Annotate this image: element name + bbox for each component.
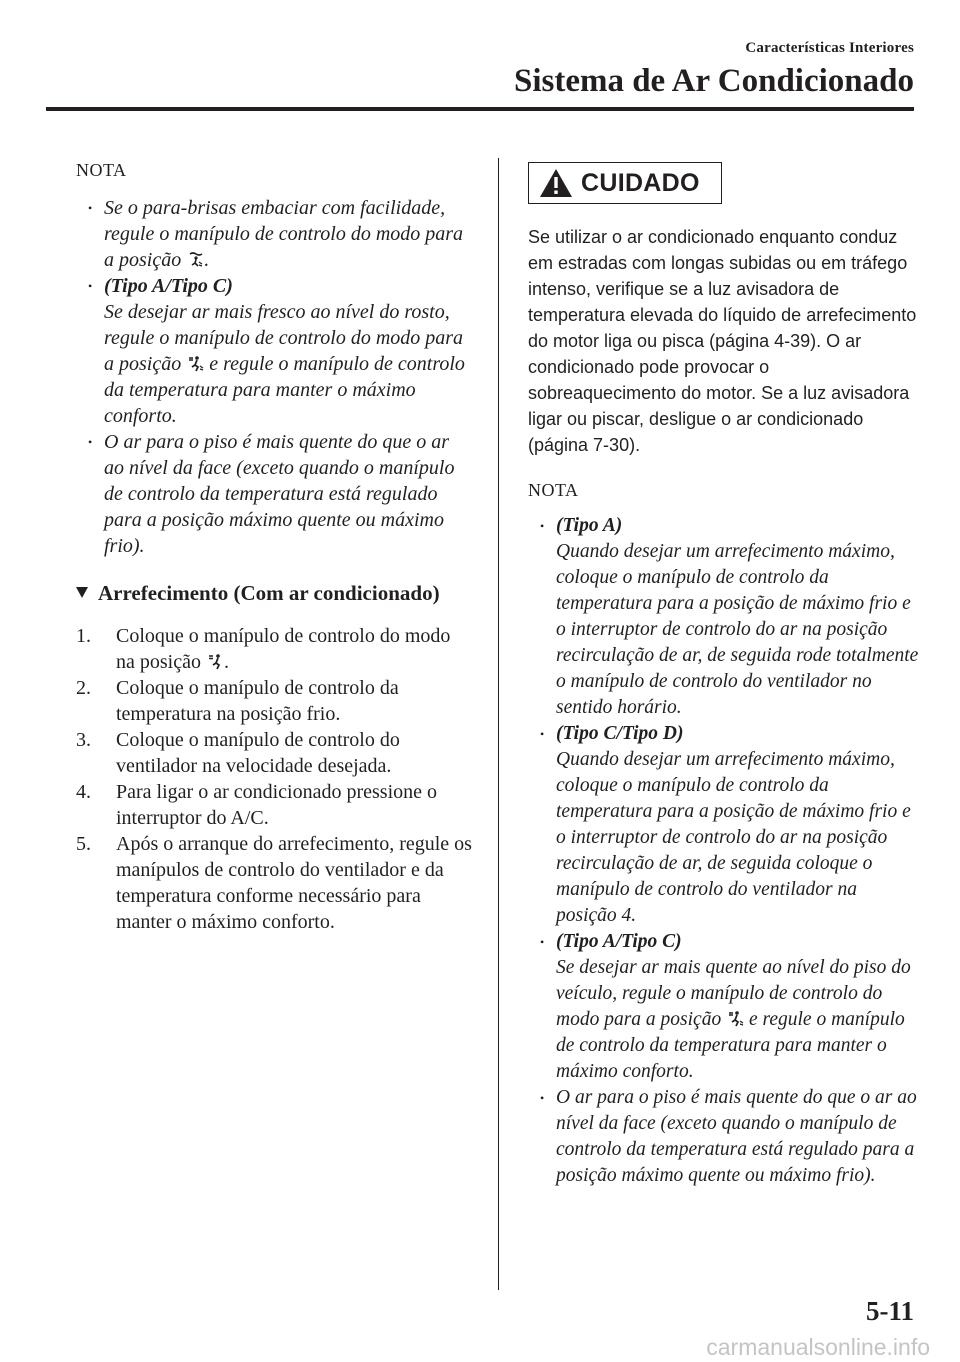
step-item	[76, 623, 472, 675]
note-text: O ar para o piso é mais quente do que o ar ao nível da face (exceto quando o manípulo de controlo da temperatura está regulado para a posição máximo quente ou máximo frio).	[556, 1087, 917, 1186]
note-item	[528, 1085, 920, 1189]
step-item	[76, 831, 472, 935]
face-vent-icon	[208, 653, 224, 670]
note-text: Quando desejar um arrefecimento máximo, coloque o manípulo de controlo da temperatura para a posição de máximo frio e o interruptor de controlo do ar na posição recirculação de ar, de seguida rode totalmente o manípulo de controlo do ventilador no sentido horário.	[556, 541, 919, 718]
step-item	[76, 727, 472, 779]
step-number: 1.	[76, 625, 91, 647]
step-number: 2.	[76, 677, 91, 699]
header-rule	[46, 107, 914, 111]
note-text-end: e regule o manípulo de controlo da temperatura para manter o máximo conforto.	[556, 1009, 905, 1082]
right-column	[528, 162, 920, 1189]
page-number: 5-11	[865, 1296, 914, 1326]
cooling-heading-text: Arrefecimento (Com ar condicionado)	[98, 581, 440, 605]
step-number: 5.	[76, 833, 91, 855]
cooling-heading	[76, 579, 472, 607]
face-floor-icon	[728, 1010, 744, 1027]
note-item	[76, 429, 472, 559]
note-text: Se o para-brisas embaciar com facilidade, regule o manípulo de controlo do modo para a posição	[104, 197, 464, 271]
note-label: NOTA	[528, 480, 579, 500]
note-item	[76, 273, 472, 429]
step-item	[76, 779, 472, 831]
step-number: 4.	[76, 781, 91, 803]
step-text	[116, 623, 472, 675]
left-column	[76, 160, 472, 935]
step-item	[76, 675, 472, 727]
caution-banner	[528, 162, 722, 204]
step-text: Para ligar o ar condicionado pressione o interruptor do A/C.	[116, 781, 438, 829]
defrost-floor-icon	[188, 251, 204, 268]
note-item	[528, 721, 920, 929]
note-text: Se desejar ar mais quente ao nível do piso do veículo, regule o manípulo de controlo do modo para a posição	[556, 957, 911, 1030]
note-item	[528, 929, 920, 1085]
section-marker-icon	[76, 587, 88, 599]
note-type-label: (Tipo C/Tipo D)	[556, 723, 684, 744]
note-text-end: e regule o manípulo de controlo da temperatura para manter o máximo conforto.	[104, 353, 465, 427]
note-item	[528, 513, 920, 721]
note-text: O ar para o piso é mais quente do que o ar ao nível da face (exceto quando o manípulo de controlo da temperatura está regulado para a posição máximo quente ou máximo frio).	[104, 431, 455, 557]
step-text: Coloque o manípulo de controlo do ventilador na velocidade desejada.	[116, 729, 400, 777]
column-divider	[498, 158, 499, 1290]
note-label: NOTA	[76, 160, 127, 180]
right-notes-list	[528, 513, 920, 1189]
watermark: carmanualsonline.info	[706, 1334, 930, 1360]
step-text-main: Coloque o manípulo de controlo do modo na posição	[116, 625, 451, 673]
left-notes-list	[76, 195, 472, 559]
note-type-label: (Tipo A)	[556, 515, 623, 536]
note-text-end: .	[204, 249, 210, 271]
page-header	[514, 40, 914, 99]
cooling-steps	[76, 623, 472, 935]
caution-title: CUIDADO	[581, 168, 700, 197]
step-number: 3.	[76, 729, 91, 751]
chapter-title: Sistema de Ar Condicionado	[513, 63, 914, 99]
note-type-label: (Tipo A/Tipo C)	[104, 275, 233, 297]
caution-text: Se utilizar o ar condicionado enquanto conduz em estradas com longas subidas ou em tráfego intenso, verifique se a luz avisadora de temperatura elevada do líquido de arrefecimento do motor liga ou pisca (página 4-39). O ar condicionado pode provocar o sobreaquecimento do motor. Se a luz avisadora ligar ou piscar, desligue o ar condicionado (página 7-30).	[528, 227, 917, 455]
warning-triangle-icon	[539, 168, 573, 198]
step-text: Após o arranque do arrefecimento, regule os manípulos de controlo do ventilador e da temperatura conforme necessário para manter o máximo conforto.	[116, 833, 472, 933]
step-text-end: .	[223, 651, 229, 673]
note-text: Quando desejar um arrefecimento máximo, coloque o manípulo de controlo da temperatura para a posição de máximo frio e o interruptor de controlo do ar na posição recirculação de ar, de seguida coloque o manípulo de controlo do ventilador na posição 4.	[556, 749, 911, 926]
section-name: Características Interiores	[745, 40, 914, 56]
step-text: Coloque o manípulo de controlo da temperatura na posição frio.	[116, 677, 399, 725]
note-text: Se desejar ar mais fresco ao nível do rosto, regule o manípulo de controlo do modo para a posição	[104, 301, 464, 375]
note-type-label: (Tipo A/Tipo C)	[556, 931, 682, 952]
note-item	[76, 195, 472, 273]
face-floor-icon	[188, 355, 204, 372]
